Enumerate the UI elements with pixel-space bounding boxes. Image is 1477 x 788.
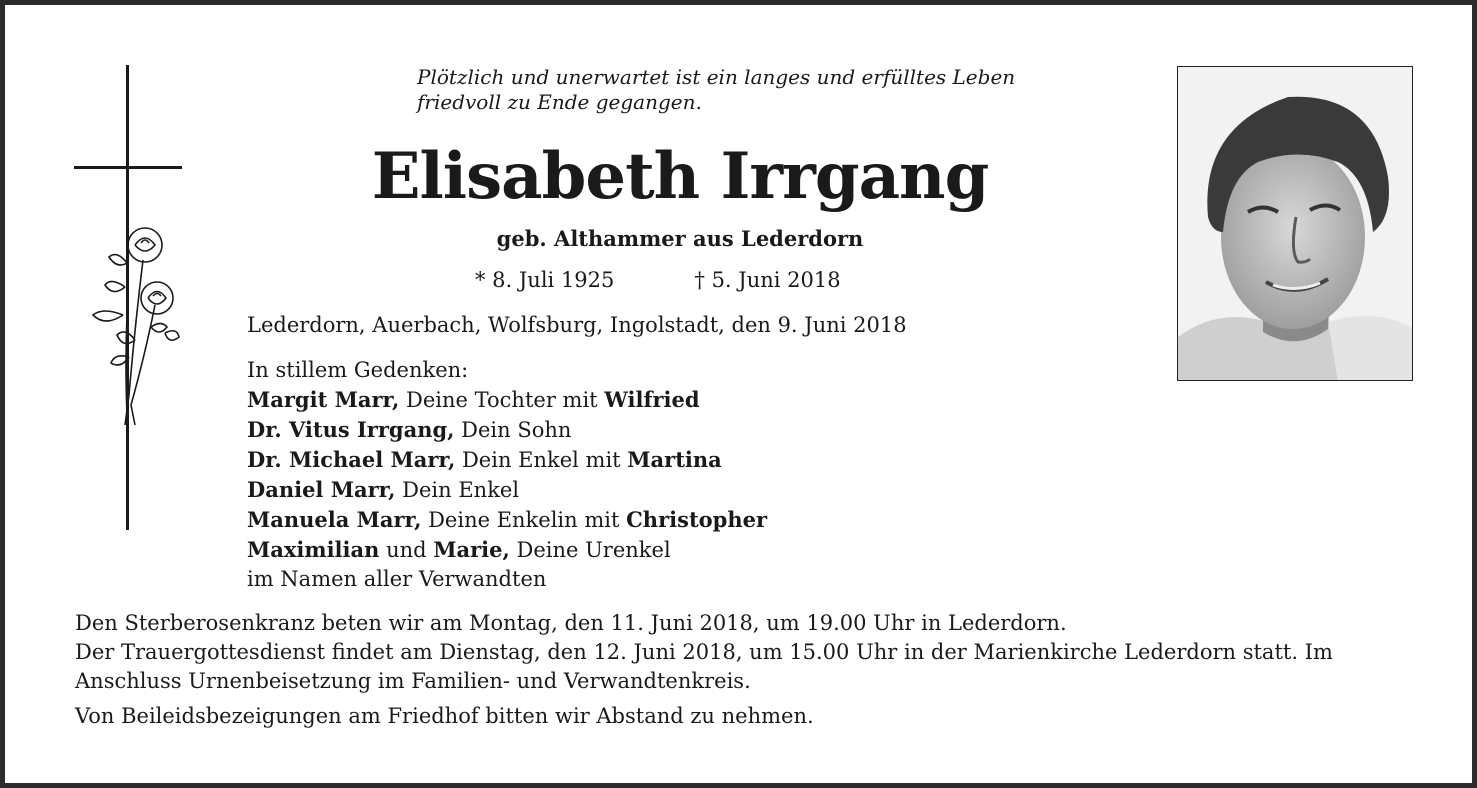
mourner-name: Daniel Marr, (247, 477, 396, 502)
mourners-heading: In stillem Gedenken: (247, 358, 469, 382)
mourner-relation: Deine Urenkel (509, 538, 671, 562)
cross-with-roses-icon (65, 65, 195, 535)
mourners-closing: im Namen aller Verwandten (247, 567, 547, 591)
mourner-relation: Dein Sohn (454, 418, 572, 442)
mourner-partner: Wilfried (604, 387, 700, 412)
birth-date: * 8. Juli 1925 (475, 268, 615, 292)
mourner-name: Marie, (433, 537, 510, 562)
rosary-notice: Den Sterberosenkranz beten wir am Montag, den 11. Juni 2018, um 19.00 Uhr in Lederdorn. (75, 611, 1067, 635)
place-and-date: Lederdorn, Auerbach, Wolfsburg, Ingolstadt, den 9. Juni 2018 (247, 313, 907, 337)
death-date: † 5. Juni 2018 (694, 268, 841, 292)
mourner-conjunction: und (379, 538, 434, 562)
mourner-line (247, 385, 767, 415)
service-notice: Der Trauergottesdienst findet am Dienstag, den 12. Juni 2018, um 15.00 Uhr in der Marienkirche Lederdorn statt. Im Anschluss Urnenbeisetzung im Familien- und Verwandtenkreis. (75, 640, 1333, 693)
mourner-line (247, 505, 767, 535)
mourner-name: Manuela Marr, (247, 507, 422, 532)
mourner-relation: Deine Tochter mit (399, 388, 605, 412)
mourner-name: Margit Marr, (247, 387, 400, 412)
life-dates (475, 266, 841, 294)
mourner-line (247, 445, 767, 475)
intro-line-2: friedvoll zu Ende gegangen. (417, 90, 702, 114)
mourner-line (247, 415, 767, 445)
mourner-relation: Dein Enkel mit (455, 448, 628, 472)
portrait-icon (1178, 67, 1413, 381)
portrait-photo (1177, 66, 1413, 381)
funeral-notice (75, 609, 1435, 731)
mourners-list (247, 356, 767, 594)
mourner-partner: Martina (627, 447, 722, 472)
mourner-line (247, 535, 767, 565)
birth-name: geb. Althammer aus Lederdorn (496, 226, 864, 251)
mourner-relation: Deine Enkelin mit (421, 508, 627, 532)
mourner-relation: Dein Enkel (395, 478, 520, 502)
mourner-name: Dr. Vitus Irrgang, (247, 417, 455, 442)
mourner-name: Maximilian (247, 537, 380, 562)
deceased-name: Elisabeth Irrgang (371, 139, 989, 214)
mourner-name: Dr. Michael Marr, (247, 447, 456, 472)
mourner-partner: Christopher (626, 507, 768, 532)
condolence-notice: Von Beileidsbezeigungen am Friedhof bitten wir Abstand zu nehmen. (75, 704, 814, 728)
mourner-line (247, 475, 767, 505)
intro-text (417, 65, 1137, 115)
intro-line-1: Plötzlich und unerwartet ist ein langes und erfülltes Leben (417, 65, 1016, 89)
